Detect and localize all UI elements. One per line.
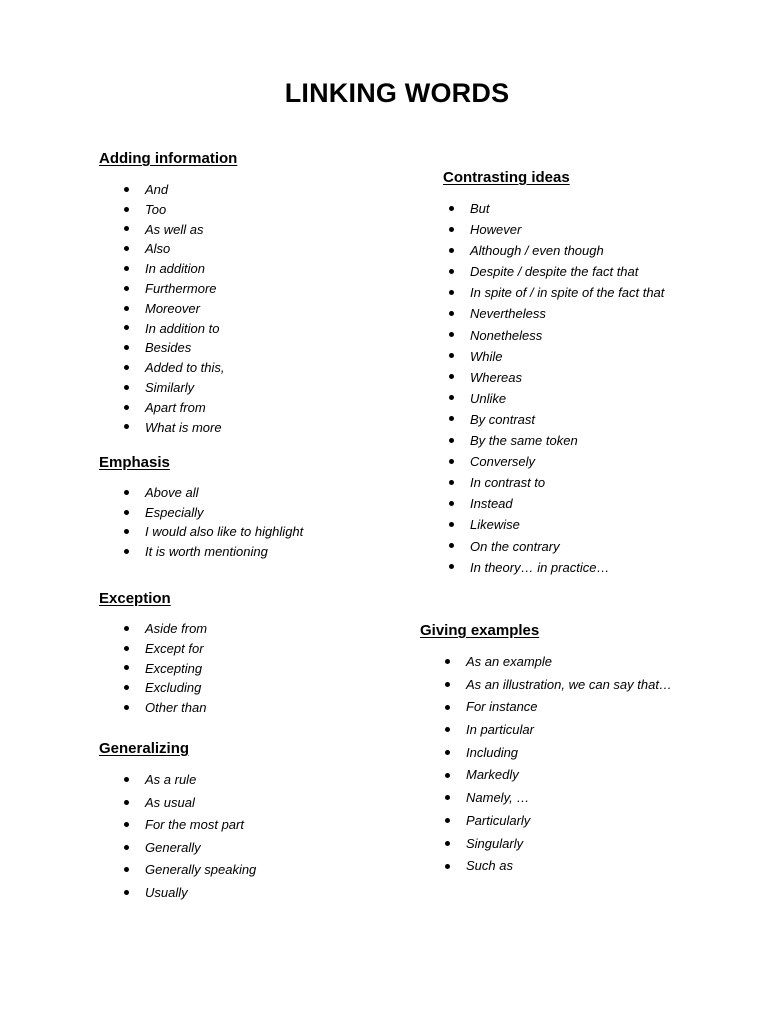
list-item bbox=[420, 764, 672, 787]
list-item bbox=[420, 742, 672, 765]
list-item bbox=[443, 451, 664, 472]
list-item bbox=[420, 787, 672, 810]
list-item bbox=[99, 338, 237, 358]
list-item bbox=[443, 219, 664, 240]
list-item-text: Added to this, bbox=[145, 360, 225, 376]
bullet-icon bbox=[449, 480, 454, 485]
section-emphasis bbox=[99, 454, 303, 562]
bullet-icon bbox=[124, 187, 129, 192]
list-item bbox=[420, 810, 672, 833]
list-item bbox=[99, 619, 207, 639]
list-item-text: In spite of / in spite of the fact that bbox=[470, 285, 665, 301]
list-item bbox=[443, 514, 664, 535]
list-item bbox=[420, 674, 672, 697]
bullet-icon bbox=[124, 529, 129, 534]
list-item bbox=[443, 388, 664, 409]
list-item-text: Above all bbox=[145, 485, 199, 500]
section-giving-examples bbox=[420, 622, 672, 878]
bullet-icon bbox=[124, 646, 129, 651]
list-item bbox=[443, 367, 664, 388]
list-item bbox=[443, 240, 664, 261]
list-item-text: By contrast bbox=[470, 411, 536, 427]
section-heading: Generalizing bbox=[99, 740, 190, 757]
list-item bbox=[99, 299, 237, 319]
list-item-text: Instead bbox=[470, 496, 513, 512]
bullet-icon bbox=[124, 665, 129, 670]
bullet-icon bbox=[445, 705, 450, 710]
bullet-icon bbox=[449, 206, 454, 211]
list-item-text: Likewise bbox=[470, 517, 520, 533]
list-item bbox=[443, 198, 664, 219]
list-item-text: As usual bbox=[145, 794, 195, 810]
bullet-icon bbox=[124, 345, 129, 350]
section-generalizing bbox=[99, 740, 256, 904]
bullet-icon bbox=[449, 416, 454, 421]
list-item bbox=[420, 833, 672, 856]
list-item-text: Also bbox=[145, 241, 171, 257]
list-item bbox=[420, 719, 672, 742]
linking-word-list bbox=[99, 180, 237, 437]
bullet-icon bbox=[124, 800, 129, 805]
list-item bbox=[443, 493, 664, 514]
list-item-text: For instance bbox=[466, 699, 538, 715]
list-item-text: In particular bbox=[466, 722, 534, 738]
list-item bbox=[99, 814, 256, 837]
list-item-text: Moreover bbox=[145, 300, 200, 316]
bullet-icon bbox=[449, 459, 454, 464]
list-item-text: Especially bbox=[145, 504, 204, 520]
bullet-icon bbox=[124, 286, 129, 291]
bullet-icon bbox=[449, 311, 454, 316]
section-heading: Contrasting ideas bbox=[443, 169, 570, 186]
bullet-icon bbox=[445, 750, 450, 755]
list-item bbox=[99, 522, 303, 542]
list-item-text: Although / even though bbox=[470, 243, 604, 259]
list-item-text: Similarly bbox=[145, 379, 195, 395]
list-item-text: Conversely bbox=[470, 454, 536, 470]
list-item-text: Particularly bbox=[466, 812, 531, 828]
list-item-text: On the contrary bbox=[470, 538, 560, 554]
list-item bbox=[99, 378, 237, 398]
list-item-text: Generally bbox=[145, 839, 201, 855]
list-item-text: Excluding bbox=[145, 680, 202, 696]
list-item bbox=[443, 261, 664, 282]
list-item-text: In addition to bbox=[145, 320, 220, 336]
list-item bbox=[99, 639, 207, 659]
bullet-icon bbox=[124, 490, 129, 495]
bullet-icon bbox=[449, 438, 454, 443]
list-item-text: What is more bbox=[145, 419, 222, 435]
bullet-icon bbox=[124, 306, 129, 311]
list-item bbox=[99, 398, 237, 418]
bullet-icon bbox=[449, 501, 454, 506]
bullet-icon bbox=[124, 777, 129, 782]
bullet-icon bbox=[445, 841, 450, 846]
list-item bbox=[99, 503, 303, 523]
list-item-text: And bbox=[145, 182, 169, 197]
list-item-text: Furthermore bbox=[145, 280, 217, 296]
list-item bbox=[443, 325, 664, 346]
list-item-text: Excepting bbox=[145, 660, 203, 676]
list-item bbox=[99, 678, 207, 698]
list-item bbox=[99, 279, 237, 299]
bullet-icon bbox=[449, 248, 454, 253]
section-heading: Emphasis bbox=[99, 454, 170, 471]
bullet-icon bbox=[445, 864, 450, 869]
list-item bbox=[443, 346, 664, 367]
list-item-text: Including bbox=[466, 744, 519, 760]
list-item bbox=[99, 200, 237, 220]
bullet-icon bbox=[124, 365, 129, 370]
bullet-icon bbox=[449, 395, 454, 400]
list-item-text: But bbox=[470, 201, 490, 216]
bullet-icon bbox=[449, 353, 454, 358]
list-item-text: Besides bbox=[145, 340, 192, 356]
list-item bbox=[420, 651, 672, 674]
bullet-icon bbox=[449, 522, 454, 527]
bullet-icon bbox=[445, 727, 450, 732]
bullet-icon bbox=[445, 659, 450, 664]
list-item-text: In addition bbox=[145, 261, 205, 277]
section-adding-information bbox=[99, 150, 237, 437]
list-item-text: However bbox=[470, 222, 522, 238]
list-item bbox=[99, 319, 237, 339]
list-item-text: By the same token bbox=[470, 433, 578, 449]
list-item bbox=[99, 220, 237, 240]
list-item-text: Unlike bbox=[470, 390, 507, 406]
list-item bbox=[99, 358, 237, 378]
list-item-text: As well as bbox=[145, 221, 204, 237]
section-heading: Giving examples bbox=[420, 622, 540, 639]
list-item bbox=[443, 282, 664, 303]
bullet-icon bbox=[124, 549, 129, 554]
list-item-text: It is worth mentioning bbox=[145, 544, 268, 560]
bullet-icon bbox=[449, 543, 454, 548]
list-item bbox=[443, 409, 664, 430]
bullet-icon bbox=[445, 818, 450, 823]
bullet-icon bbox=[124, 207, 129, 212]
bullet-icon bbox=[124, 867, 129, 872]
list-item-text: Except for bbox=[145, 640, 204, 656]
list-item-text: While bbox=[470, 348, 503, 364]
list-item bbox=[99, 418, 237, 438]
list-item bbox=[99, 542, 303, 562]
list-item bbox=[443, 430, 664, 451]
list-item bbox=[99, 698, 207, 718]
list-item bbox=[99, 180, 237, 200]
linking-word-list bbox=[99, 619, 207, 718]
list-item bbox=[99, 837, 256, 860]
list-item-text: Too bbox=[145, 201, 167, 217]
bullet-icon bbox=[124, 845, 129, 850]
bullet-icon bbox=[449, 227, 454, 232]
list-item-text: For the most part bbox=[145, 817, 244, 832]
list-item bbox=[420, 855, 672, 878]
list-item bbox=[99, 483, 303, 503]
list-item bbox=[443, 557, 664, 578]
list-item bbox=[420, 696, 672, 719]
bullet-icon bbox=[124, 705, 129, 710]
linking-word-list bbox=[443, 198, 664, 578]
list-item bbox=[99, 259, 237, 279]
list-item-text: Nonetheless bbox=[470, 327, 543, 343]
list-item-text: Usually bbox=[145, 884, 188, 900]
bullet-icon bbox=[124, 822, 129, 827]
list-item-text: Generally speaking bbox=[145, 862, 257, 877]
list-item-text: Such as bbox=[466, 858, 513, 874]
list-item-text: As an illustration, we can say that… bbox=[466, 676, 672, 692]
bullet-icon bbox=[445, 773, 450, 778]
list-item-text: Singularly bbox=[466, 835, 524, 851]
section-contrasting-ideas bbox=[443, 169, 664, 578]
list-item-text: Whereas bbox=[470, 369, 523, 385]
list-item bbox=[99, 659, 207, 679]
list-item bbox=[99, 769, 256, 792]
bullet-icon bbox=[124, 266, 129, 271]
list-item bbox=[443, 536, 664, 557]
bullet-icon bbox=[124, 890, 129, 895]
list-item-text: Nevertheless bbox=[470, 306, 546, 322]
page-title: LINKING WORDS bbox=[284, 78, 510, 108]
list-item-text: Despite / despite the fact that bbox=[470, 264, 639, 280]
list-item bbox=[99, 792, 256, 815]
linking-word-list bbox=[420, 651, 672, 878]
list-item bbox=[443, 303, 664, 324]
bullet-icon bbox=[124, 246, 129, 251]
section-heading: Exception bbox=[99, 590, 171, 607]
list-item-text: As an example bbox=[466, 654, 552, 669]
list-item bbox=[99, 239, 237, 259]
list-item-text: As a rule bbox=[145, 772, 197, 787]
section-heading: Adding information bbox=[99, 150, 238, 167]
bullet-icon bbox=[124, 226, 129, 231]
bullet-icon bbox=[124, 405, 129, 410]
bullet-icon bbox=[445, 795, 450, 800]
linking-word-list bbox=[99, 483, 303, 562]
list-item-text: Namely, … bbox=[466, 790, 530, 806]
bullet-icon bbox=[449, 374, 454, 379]
list-item-text: In contrast to bbox=[470, 475, 546, 491]
list-item-text: Markedly bbox=[466, 767, 519, 783]
list-item bbox=[99, 882, 256, 905]
section-exception bbox=[99, 590, 207, 718]
bullet-icon bbox=[445, 682, 450, 687]
list-item bbox=[99, 859, 256, 882]
list-item-text: In theory… in practice… bbox=[470, 559, 610, 575]
list-item-text: I would also like to highlight bbox=[145, 524, 304, 540]
bullet-icon bbox=[449, 269, 454, 274]
bullet-icon bbox=[124, 325, 129, 330]
list-item-text: Apart from bbox=[145, 399, 206, 415]
list-item-text: Aside from bbox=[145, 621, 208, 636]
bullet-icon bbox=[124, 510, 129, 515]
bullet-icon bbox=[449, 564, 454, 569]
bullet-icon bbox=[124, 626, 129, 631]
bullet-icon bbox=[449, 332, 454, 337]
list-item-text: Other than bbox=[145, 700, 207, 716]
list-item bbox=[443, 472, 664, 493]
bullet-icon bbox=[124, 685, 129, 690]
bullet-icon bbox=[449, 290, 454, 295]
linking-word-list bbox=[99, 769, 256, 904]
bullet-icon bbox=[124, 385, 129, 390]
bullet-icon bbox=[124, 424, 129, 429]
